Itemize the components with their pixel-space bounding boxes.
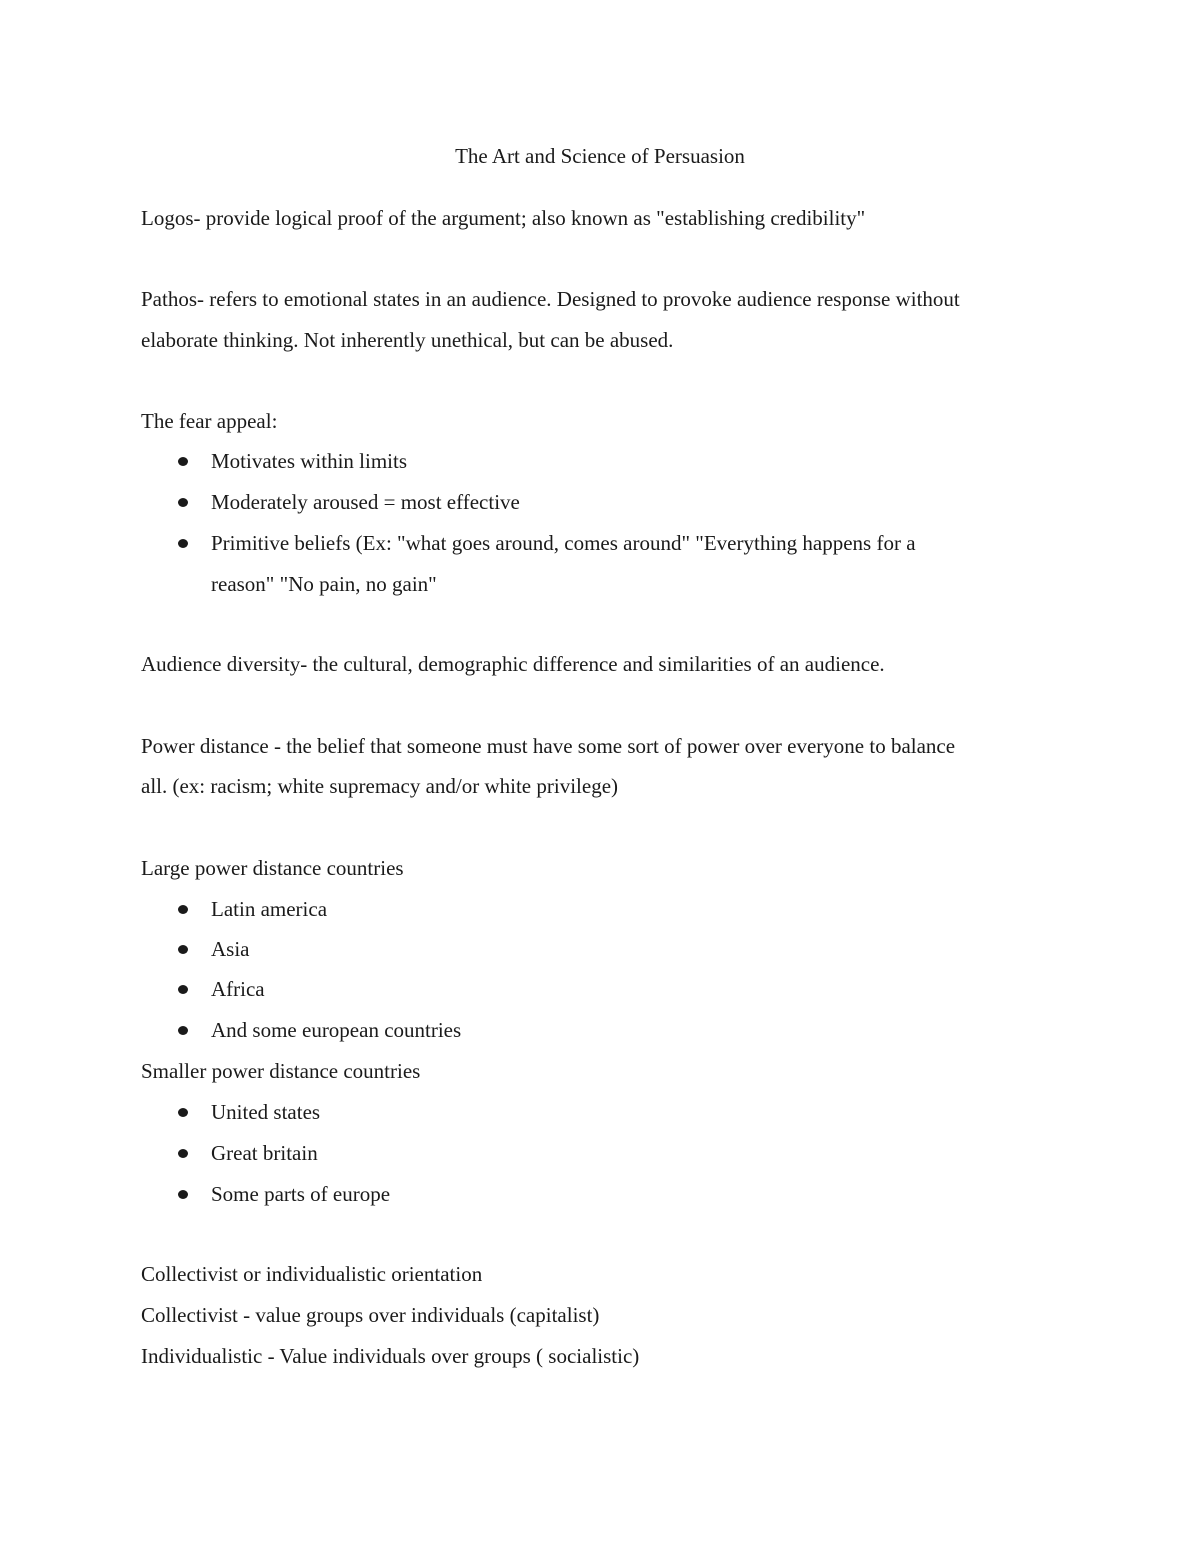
- bullet-icon: [178, 905, 188, 914]
- bullet-icon: [178, 539, 188, 548]
- bullet-icon: [178, 985, 188, 994]
- logos-definition: Logos- provide logical proof of the argument; also known as "establishing credibility": [141, 206, 866, 230]
- collectivist-definition: Collectivist - value groups over individuals (capitalist): [141, 1303, 600, 1327]
- power-distance-line-2: all. (ex: racism; white supremacy and/or white privilege): [141, 774, 619, 798]
- pathos-definition-line-2: elaborate thinking. Not inherently unethical, but can be abused.: [141, 328, 674, 352]
- large-power-distance-heading: Large power distance countries: [141, 856, 404, 880]
- bullet-icon: [178, 1108, 188, 1117]
- pathos-definition-line-1: Pathos- refers to emotional states in an audience. Designed to provoke audience response without: [141, 287, 960, 311]
- orientation-heading: Collectivist or individualistic orientation: [141, 1262, 483, 1286]
- bullet-icon: [178, 1190, 188, 1199]
- power-distance-line-1: Power distance - the belief that someone must have some sort of power over everyone to balance: [141, 734, 956, 758]
- smaller-power-distance-heading: Smaller power distance countries: [141, 1059, 421, 1083]
- bullet-icon: [178, 1149, 188, 1158]
- bullet-icon: [178, 457, 188, 466]
- document-page: The Art and Science of Persuasion Logos- provide logical proof of the argument; also known as "establishing credibility" Pathos- refers to emotional states in an audience. Designed to provoke audience response without elaborate thinking. Not inherently unethical, but can be abused. The fear appeal: Motivates within limits Moderately aroused = most effective Primitive beliefs (Ex: "what goes around, comes around" "Everything happens for a reason" "No pain, no gain" Audience diversity- the cultural, demographic difference and similarities of an audience. Power distance - the belief that someone must have some sort of power over everyone to balance all. (ex: racism; white supremacy and/or white privilege) Large power distance countries Latin america Asia Africa And some european countries Smaller power distance countries United states Great britain Some parts of europe Collectivist or individualistic orientation Collectivist - value groups over individuals (capitalist) Individualistic - Value individuals over groups ( socialistic): [0, 0, 1200, 1553]
- bullet-icon: [178, 498, 188, 507]
- fear-appeal-heading: The fear appeal:: [141, 409, 278, 433]
- bullet-icon: [178, 1026, 188, 1035]
- bullet-icon: [178, 945, 188, 954]
- audience-diversity-definition: Audience diversity- the cultural, demographic difference and similarities of an audience.: [141, 652, 885, 676]
- individualistic-definition: Individualistic - Value individuals over groups ( socialistic): [141, 1344, 640, 1368]
- page-title: The Art and Science of Persuasion: [455, 144, 745, 168]
- list-item-continuation: reason" "No pain, no gain": [211, 572, 437, 596]
